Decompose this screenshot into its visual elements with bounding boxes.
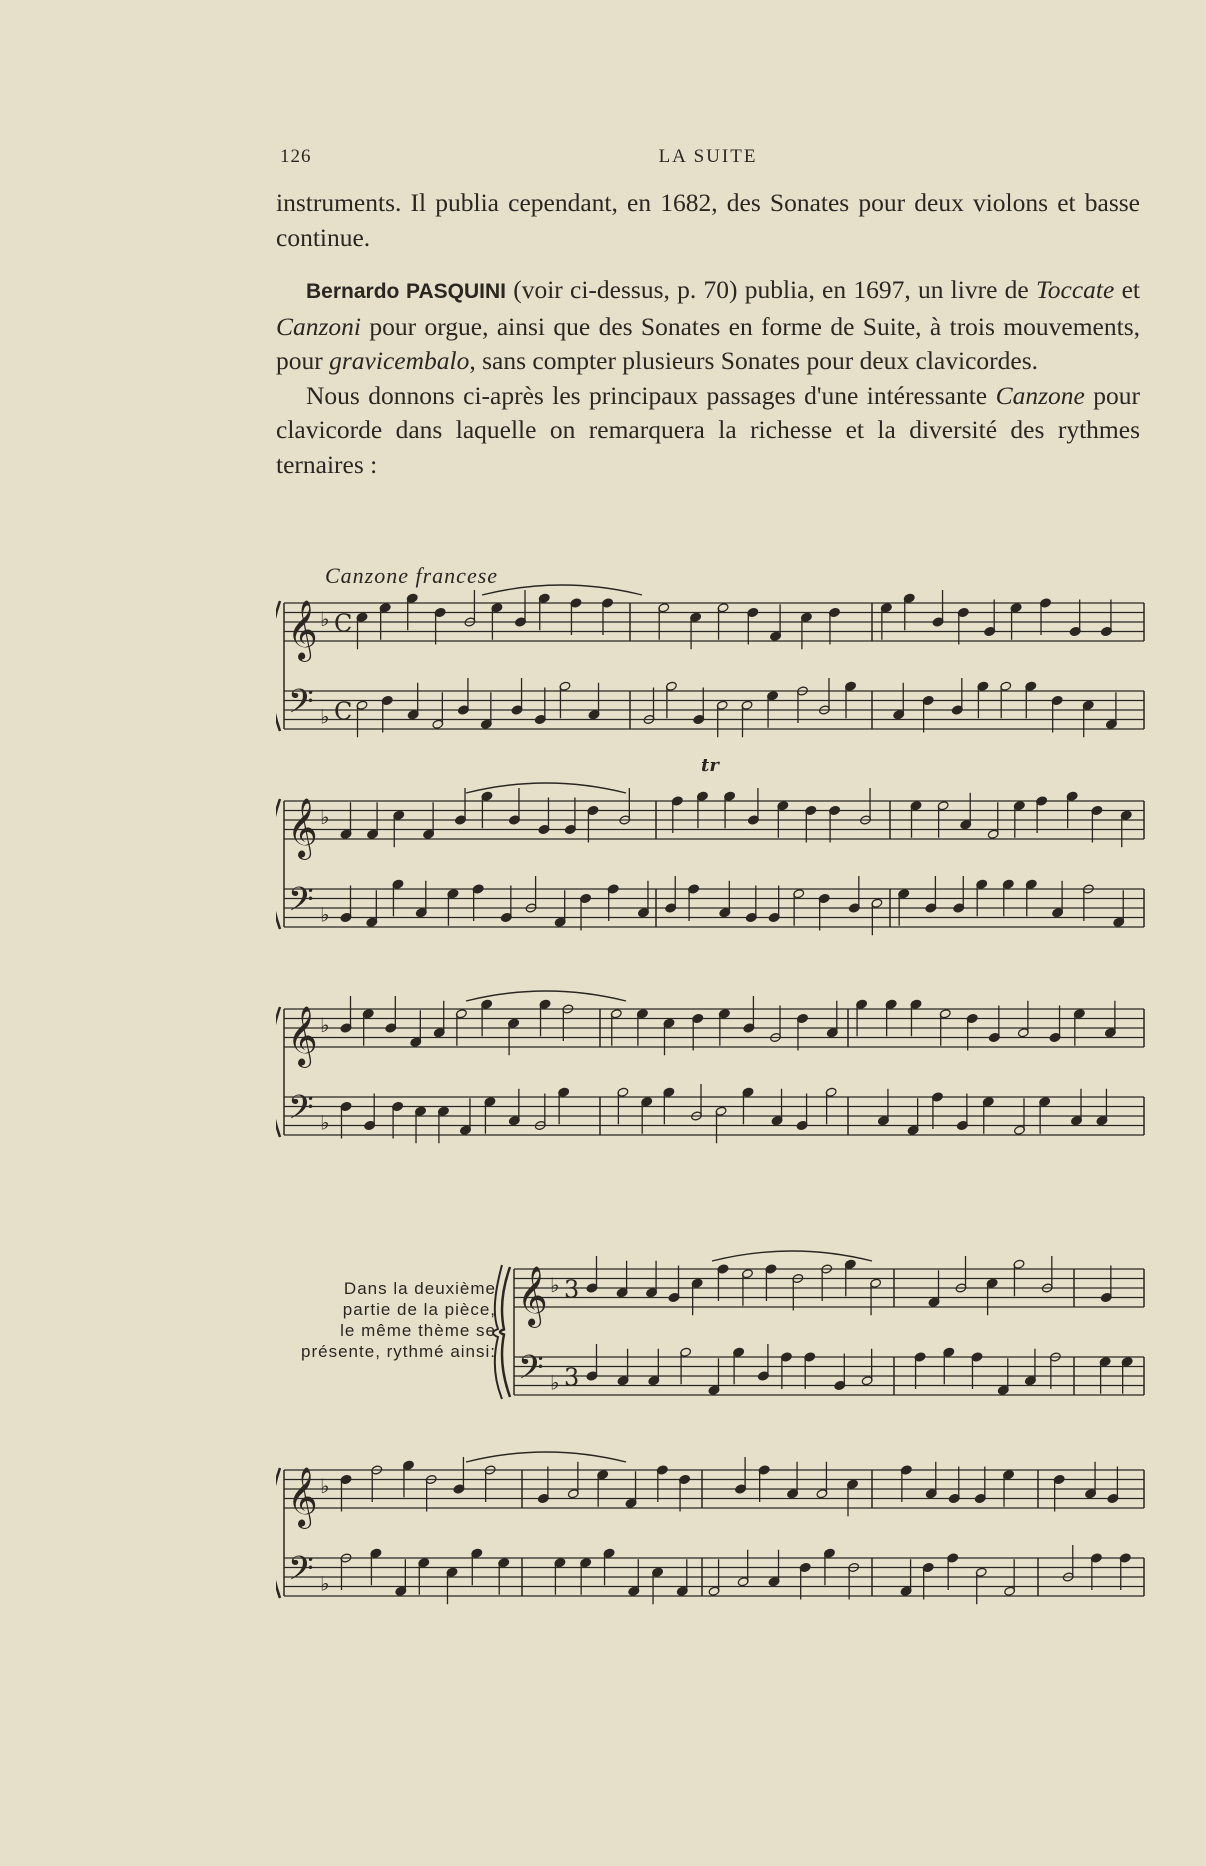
music-score — [276, 555, 1160, 1645]
side-note-line: le même thème se — [340, 1321, 496, 1340]
side-note-line: Dans la deuxième — [343, 1279, 496, 1298]
side-note-line: partie de la pièce, — [342, 1300, 496, 1319]
running-title: LA SUITE — [658, 146, 758, 167]
author-name: Bernardo PASQUINI — [306, 280, 506, 303]
paragraph-1: instruments. Il publia cependant, en 1682, des Sonates pour deux violons et basse continue. — [276, 188, 1140, 252]
trill-mark: tr — [701, 755, 719, 776]
treble-clef: 𝄞 — [287, 1006, 318, 1066]
bass-clef: 𝄢 — [288, 1550, 314, 1596]
flat-sign: ♭ — [320, 1474, 330, 1498]
treble-clef: 𝄞 — [517, 1266, 548, 1326]
brace — [276, 799, 280, 929]
brace — [276, 1468, 280, 1598]
piece-title: Canzone francese — [325, 563, 499, 588]
flat-sign: ♭ — [320, 1571, 330, 1596]
bass-clef: 𝄢 — [288, 1089, 314, 1135]
time-signature: C — [334, 697, 353, 726]
flat-sign: ♭ — [320, 805, 330, 829]
flat-sign: ♭ — [550, 1370, 560, 1395]
slur — [466, 783, 626, 793]
page-number: 126 — [280, 146, 312, 167]
brace — [276, 601, 280, 731]
treble-clef: 𝄞 — [287, 798, 318, 858]
slur — [482, 585, 642, 595]
title-toccate: Toccate — [1035, 275, 1115, 304]
flat-sign: ♭ — [550, 1273, 560, 1297]
paragraph-3: Nous donnons ci-après les principaux passages d'une intéressante Canzone pour clavicorde dans laquelle on remarquera la richesse et la diversité des rythmes ternaires : — [276, 380, 1140, 479]
treble-clef: 𝄞 — [287, 600, 318, 660]
flat-sign: ♭ — [320, 1013, 330, 1037]
brace — [276, 1007, 280, 1137]
flat-sign: ♭ — [320, 607, 330, 631]
slur — [466, 1452, 626, 1462]
term-gravicembalo: gravicembalo — [329, 346, 470, 375]
time-signature: 3 — [564, 1363, 580, 1392]
page-header — [276, 146, 1140, 174]
bass-clef: 𝄢 — [518, 1349, 544, 1395]
treble-clef: 𝄞 — [287, 1467, 318, 1527]
time-signature: 3 — [564, 1275, 580, 1304]
side-note — [276, 1278, 496, 1362]
slur — [712, 1251, 872, 1261]
side-note-line: présente, rythmé ainsi: — [301, 1342, 496, 1361]
flat-sign: ♭ — [320, 1110, 330, 1135]
flat-sign: ♭ — [320, 902, 330, 927]
flat-sign: ♭ — [320, 704, 330, 729]
bass-clef: 𝄢 — [288, 683, 314, 729]
time-signature: C — [334, 609, 353, 638]
score-staves — [276, 555, 1160, 1645]
bass-clef: 𝄢 — [288, 881, 314, 927]
paragraph-2: Bernardo PASQUINI (voir ci-dessus, p. 70) publia, en 1697, un livre de Toccate et Canzoni pour orgue, ainsi que des Sonates en forme de Suite, à trois mouvements, pour gravicembalo, sans compter plusieurs Sonates pour deux clavicordes. — [276, 275, 1140, 375]
brace — [500, 1267, 510, 1397]
body-text — [276, 186, 1140, 482]
title-canzone: Canzone — [995, 380, 1085, 410]
slur — [466, 991, 626, 1001]
title-canzoni: Canzoni — [276, 311, 362, 341]
